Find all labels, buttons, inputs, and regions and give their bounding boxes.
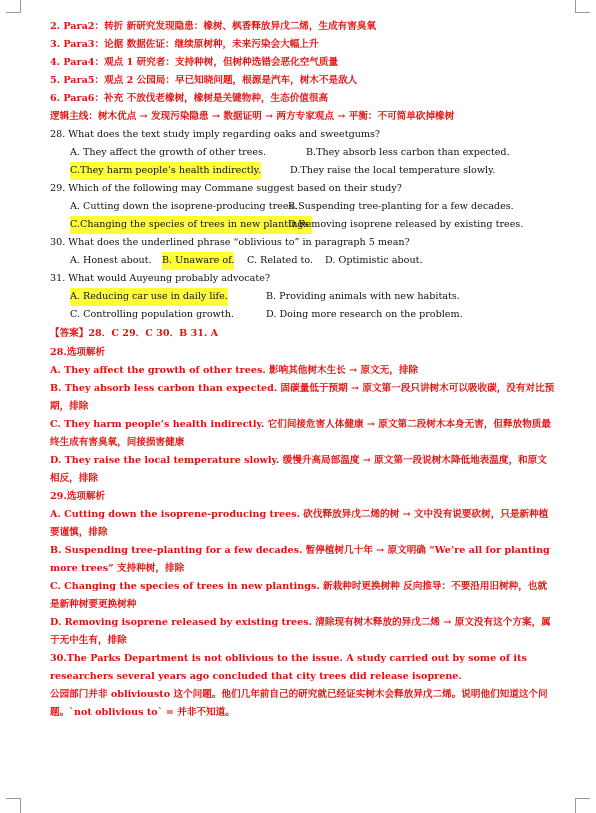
analysis-29-heading: 29.选项解析 [50,491,106,502]
q28-option-d: D.They raise the local temperature slowly. [290,165,496,176]
q29-option-d: D.Removing isoprene released by existing trees. [288,219,524,230]
analysis-28-b: B. They absorb less carbon than expected. 固碳量低于预期 → 原文第一段只讲树木可以吸收碳，没有对比预期，排除 [50,383,555,412]
analysis-28-d: D. They raise the local temperature slowly. 缓慢升高局部温度 → 原文第一段说树木降低地表温度，和原文相反，排除 [50,455,547,484]
q28-option-a: A. They affect the growth of other trees. [70,147,267,158]
question-31-options-row1 [50,288,556,306]
q31-option-a: A. Reducing car use in daily life. [70,288,228,306]
q30-option-c: C. Related to. [247,255,314,266]
para-summary-4: 4. Para4：观点 1 研究者：支持种树，但树种选错会恶化空气质量 [50,57,339,68]
analysis-30-english: 30.The Parks Department is not oblivious to the issue. A study carried out by some of its researchers several years ago concluded that city trees did release isoprene. [50,653,527,682]
logic-line: 逻辑主线：树木优点 → 发现污染隐患 → 数据证明 → 两方专家观点 → 平衡：不可简单砍掉橡树 [50,111,455,122]
question-29-options-row2 [50,216,556,234]
q31-option-d: D. Doing more research on the problem. [266,309,463,320]
question-31-options-row2 [50,306,556,324]
question-30-options [50,252,556,270]
question-28-options-row2 [50,162,556,180]
q28-option-c: C.They harm people’s health indirectly. [70,162,261,180]
para-summary-5: 5. Para5：观点 2 公园局：早已知晓问题，根源是汽车，树木不是敌人 [50,75,358,86]
question-28-stem: 28. What does the text study imply regarding oaks and sweetgums? [50,129,381,140]
analysis-28-heading: 28.选项解析 [50,347,106,358]
para-summary-6: 6. Para6：补充 不放伐老橡树，橡树是关键物种，生态价值很高 [50,93,329,104]
question-30-stem: 30. What does the underlined phrase “oblivious to” in paragraph 5 mean? [50,237,410,248]
analysis-28-c: C. They harm people’s health indirectly. 它们间接危害人体健康 → 原文第二段树木本身无害，但释放物质最终生成有害臭氧，间接损害健康 [50,419,551,448]
analysis-29-b: B. Suspending tree-planting for a few decades. 暂停植树几十年 → 原文明确 “We’re all for planting more trees” 支持种树，排除 [50,545,550,574]
q31-option-c: C. Controlling population growth. [70,309,234,320]
q29-option-b: B.Suspending tree-planting for a few decades. [288,201,514,212]
q31-option-b: B. Providing animals with new habitats. [266,291,460,302]
para-summary-2: 2. Para2：转折 新研究发现隐患：橡树、枫香释放异戊二烯，生成有害臭氧 [50,21,377,32]
q30-option-d: D. Optimistic about. [325,255,423,266]
document-page [50,18,556,722]
q29-option-c: C.Changing the species of trees in new plantings. [70,216,312,234]
q28-option-b: B.They absorb less carbon than expected. [306,147,510,158]
question-29-stem: 29. Which of the following may Commane suggest based on their study? [50,183,402,194]
answer-line: 【答案】28．C 29．C 30．B 31. A [50,328,219,339]
crop-mark-top-right [575,0,590,13]
crop-mark-top-left [6,0,21,13]
analysis-29-c: C. Changing the species of trees in new plantings. 新栽种时更换树种 反向推导：不要沿用旧树种，也就是新种树要更换树种 [50,581,548,610]
para-summary-3: 3. Para3：论据 数据佐证：继续原树种，未来污染会大幅上升 [50,39,319,50]
question-28-options-row1 [50,144,556,162]
analysis-29-d: D. Removing isoprene released by existing trees. 清除现有树木释放的异戊二烯 → 原文没有这个方案，属于无中生有，排除 [50,617,551,646]
question-31-stem: 31. What would Auyeung probably advocate? [50,273,271,284]
analysis-28-a: A. They affect the growth of other trees. 影响其他树木生长 → 原文无，排除 [50,365,419,376]
question-29-options-row1 [50,198,556,216]
q29-option-a: A. Cutting down the isoprene-producing trees. [70,201,297,212]
analysis-29-a: A. Cutting down the isoprene-producing trees. 砍伐释放异戊二烯的树 → 文中没有说要砍树，只是新种植要谨慎，排除 [50,509,549,538]
q30-option-b: B. Unaware of. [162,252,234,270]
analysis-30-chinese: 公园部门并非 obliviousto 这个问题。他们几年前自己的研究就已经证实树木会释放异戊二烯。说明他们知道这个问题。`not oblivious to` = 并非不知道。 [50,689,548,718]
q30-option-a: A. Honest about. [70,255,152,266]
